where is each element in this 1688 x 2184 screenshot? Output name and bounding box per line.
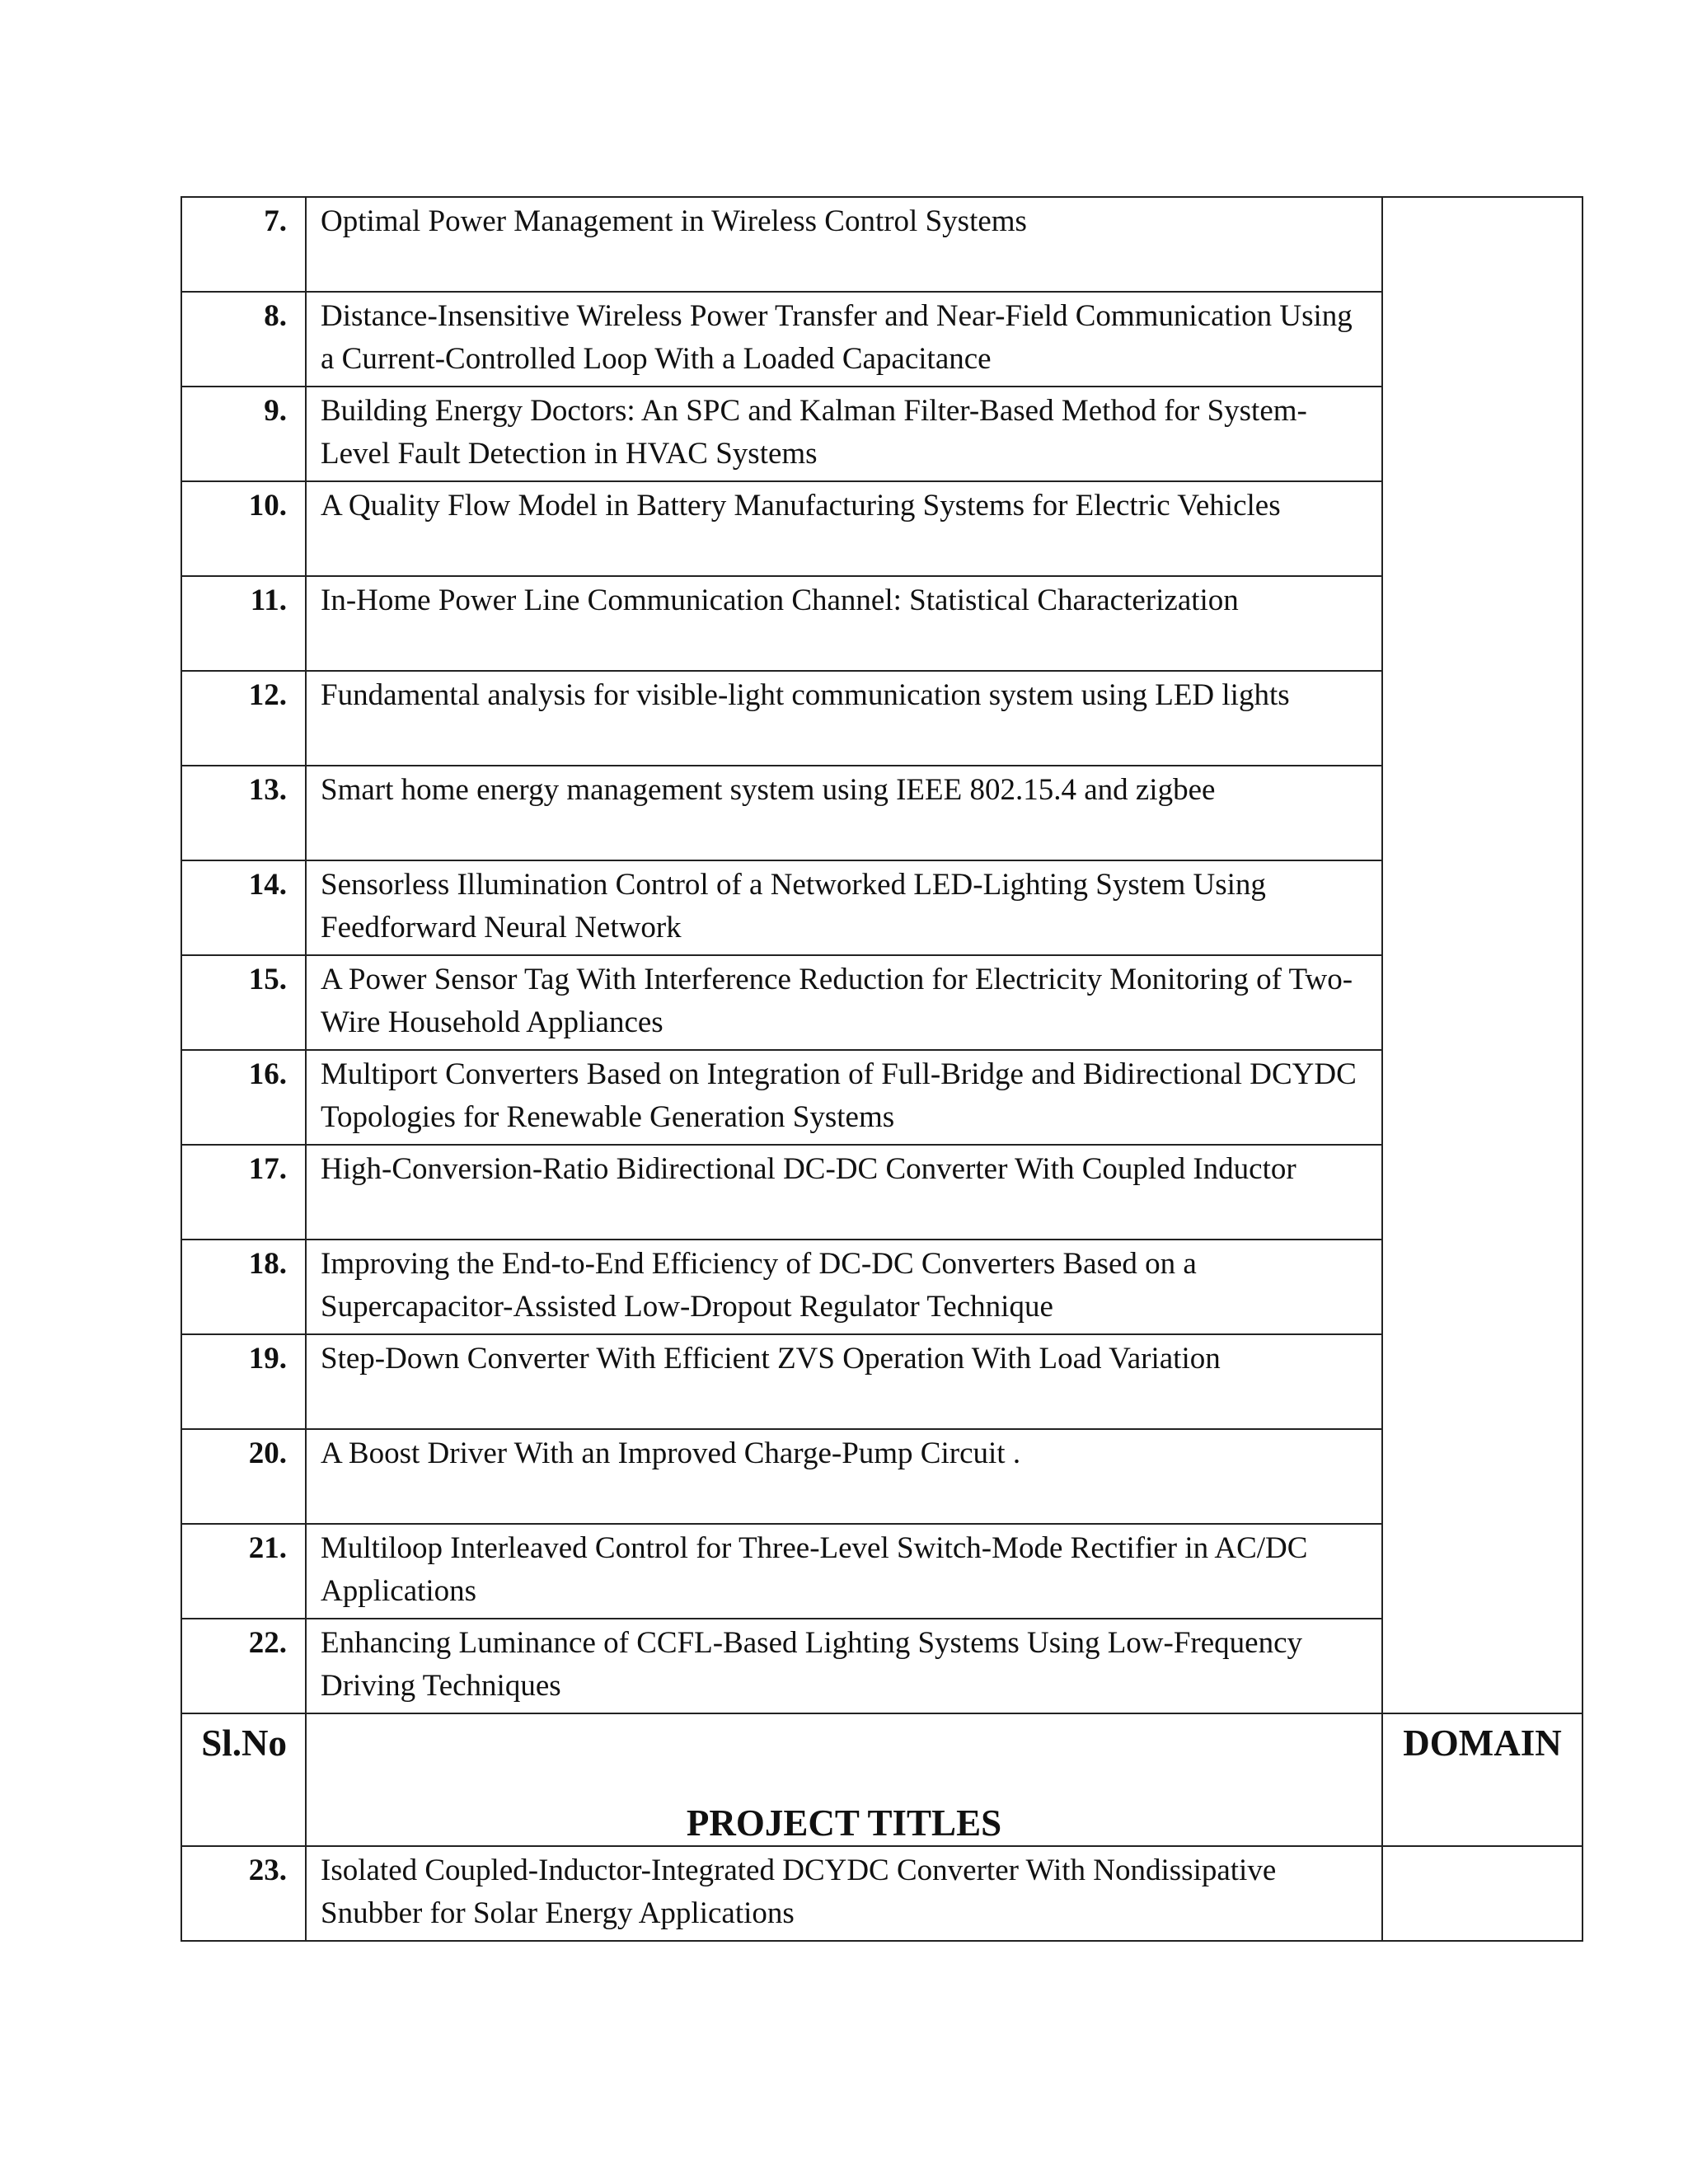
table-row (181, 1846, 1582, 1941)
project-titles-table (181, 196, 1583, 1942)
table-row (181, 766, 1582, 860)
serial-number: 14. (181, 860, 306, 955)
project-title: In-Home Power Line Communication Channel: Statistical Characterization (306, 576, 1382, 671)
serial-number: 19. (181, 1334, 306, 1429)
table-row (181, 481, 1582, 576)
project-title: A Power Sensor Tag With Interference Reduction for Electricity Monitoring of Two-Wire Household Appliances (306, 955, 1382, 1050)
table-body (181, 197, 1582, 1941)
domain-cell (1382, 1846, 1582, 1941)
project-title: A Quality Flow Model in Battery Manufacturing Systems for Electric Vehicles (306, 481, 1382, 576)
domain-cell (1382, 197, 1582, 1713)
project-title: Improving the End-to-End Efficiency of DC-DC Converters Based on a Supercapacitor-Assisted Low-Dropout Regulator Technique (306, 1240, 1382, 1334)
project-title: Optimal Power Management in Wireless Control Systems (306, 197, 1382, 292)
table-row (181, 1240, 1582, 1334)
table-row (181, 1429, 1582, 1524)
header-slno: Sl.No (181, 1713, 306, 1846)
table-row (181, 860, 1582, 955)
project-title: Distance-Insensitive Wireless Power Transfer and Near-Field Communication Using a Current-Controlled Loop With a Loaded Capacitance (306, 292, 1382, 387)
table-row (181, 1145, 1582, 1240)
header-domain: DOMAIN (1382, 1713, 1582, 1846)
serial-number: 13. (181, 766, 306, 860)
table-row (181, 1050, 1582, 1145)
serial-number: 12. (181, 671, 306, 766)
table-row (181, 955, 1582, 1050)
serial-number: 10. (181, 481, 306, 576)
header-project-titles: PROJECT TITLES (306, 1713, 1382, 1846)
serial-number: 17. (181, 1145, 306, 1240)
table-row (181, 387, 1582, 481)
project-title: A Boost Driver With an Improved Charge-Pump Circuit . (306, 1429, 1382, 1524)
project-title: Step-Down Converter With Efficient ZVS Operation With Load Variation (306, 1334, 1382, 1429)
table-row (181, 1619, 1582, 1713)
serial-number: 7. (181, 197, 306, 292)
serial-number: 15. (181, 955, 306, 1050)
table-row (181, 292, 1582, 387)
serial-number: 9. (181, 387, 306, 481)
serial-number: 18. (181, 1240, 306, 1334)
project-title: Building Energy Doctors: An SPC and Kalman Filter-Based Method for System-Level Fault Detection in HVAC Systems (306, 387, 1382, 481)
serial-number: 21. (181, 1524, 306, 1619)
table-row (181, 576, 1582, 671)
project-title: Sensorless Illumination Control of a Networked LED-Lighting System Using Feedforward Neural Network (306, 860, 1382, 955)
project-title: Enhancing Luminance of CCFL-Based Lighting Systems Using Low-Frequency Driving Techniques (306, 1619, 1382, 1713)
project-title: Isolated Coupled-Inductor-Integrated DCYDC Converter With Nondissipative Snubber for Solar Energy Applications (306, 1846, 1382, 1941)
table-row (181, 1334, 1582, 1429)
project-title: Multiloop Interleaved Control for Three-Level Switch-Mode Rectifier in AC/DC Applications (306, 1524, 1382, 1619)
table-row (181, 671, 1582, 766)
serial-number: 8. (181, 292, 306, 387)
serial-number: 20. (181, 1429, 306, 1524)
serial-number: 23. (181, 1846, 306, 1941)
serial-number: 22. (181, 1619, 306, 1713)
project-title: Fundamental analysis for visible-light communication system using LED lights (306, 671, 1382, 766)
serial-number: 16. (181, 1050, 306, 1145)
serial-number: 11. (181, 576, 306, 671)
project-title: Multiport Converters Based on Integration of Full-Bridge and Bidirectional DCYDC Topologies for Renewable Generation Systems (306, 1050, 1382, 1145)
table-row (181, 197, 1582, 292)
table-row (181, 1524, 1582, 1619)
project-title: Smart home energy management system using IEEE 802.15.4 and zigbee (306, 766, 1382, 860)
table-header-row (181, 1713, 1582, 1846)
project-title: High-Conversion-Ratio Bidirectional DC-DC Converter With Coupled Inductor (306, 1145, 1382, 1240)
